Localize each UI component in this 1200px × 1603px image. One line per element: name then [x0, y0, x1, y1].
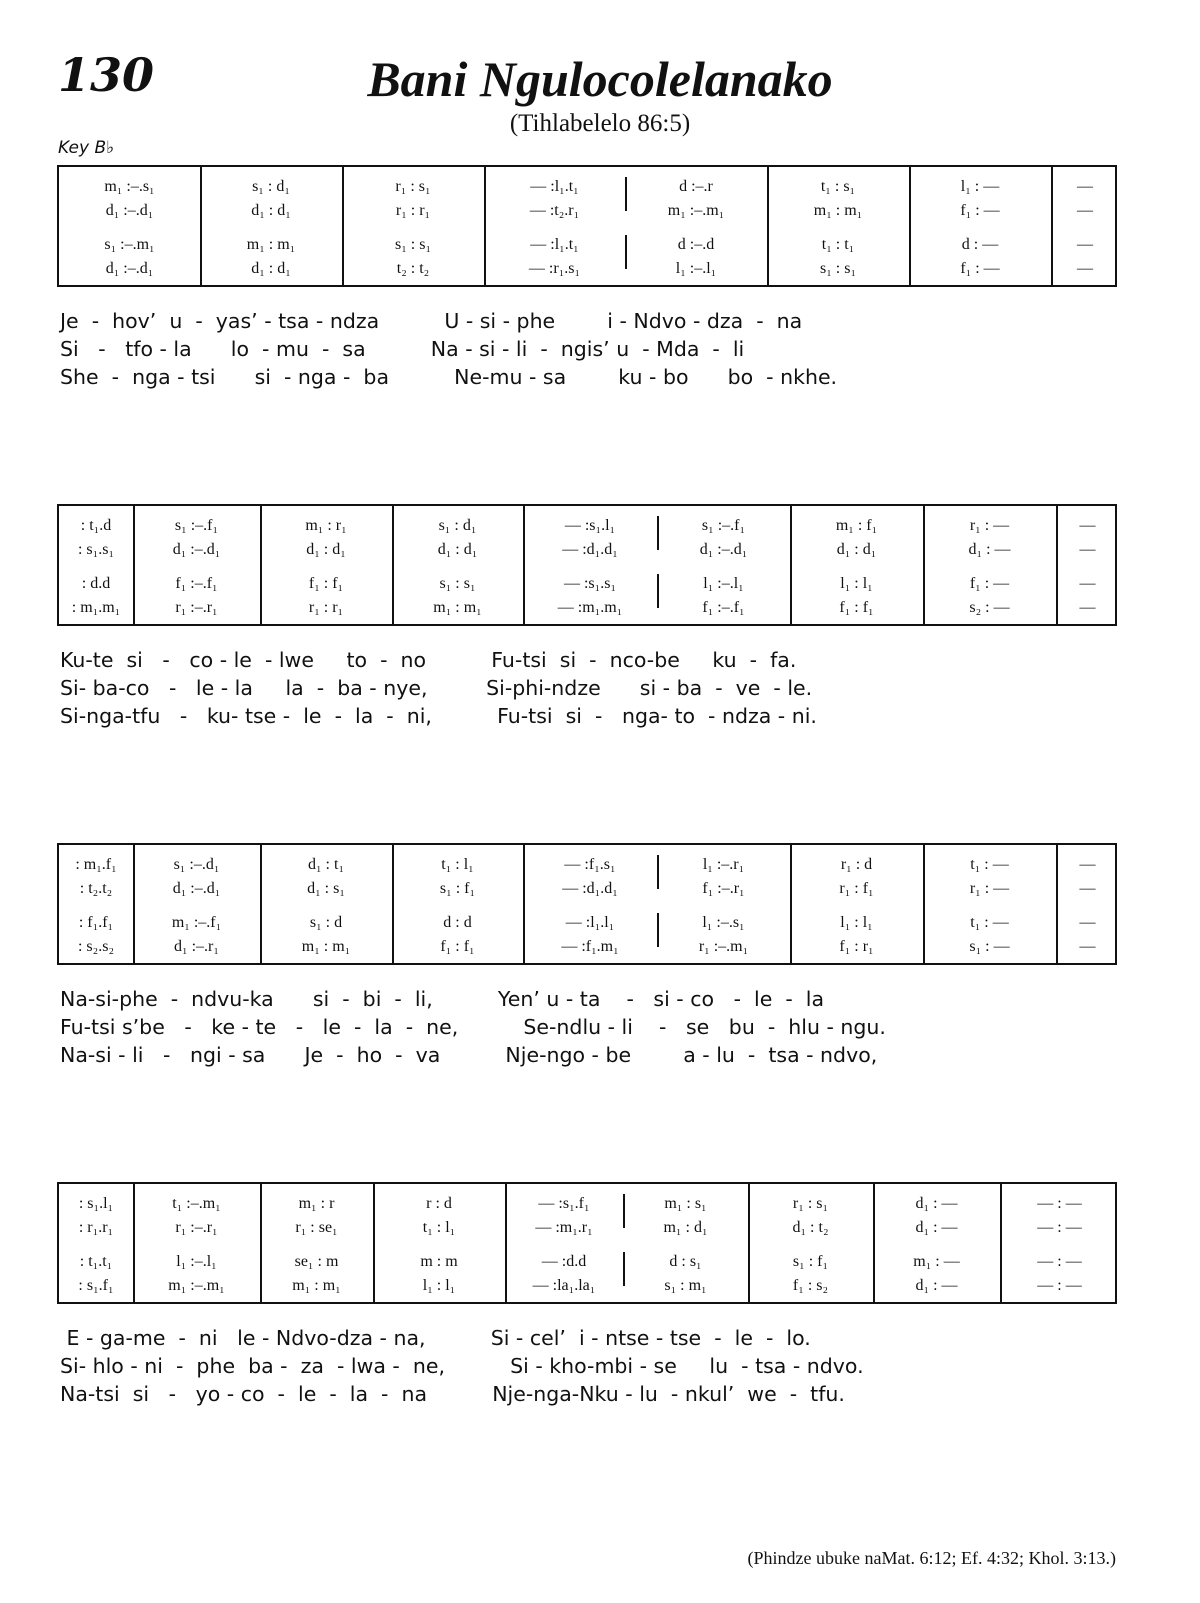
solfa-measure: d₁ : d₁ [251, 202, 291, 219]
lyric-line: Si- ba-co - le - la la - ba - nye, Si-phi-ndze si - ba - ve - le. [60, 676, 813, 700]
solfa-measure: m₁ : m₁ [301, 938, 351, 955]
solfa-measure: l₁ :–.l₁ [703, 575, 744, 592]
solfa-measure: d₁ : — [915, 1195, 958, 1212]
solfa-measure: : r₁.r₁ [78, 1219, 114, 1236]
solfa-measure: d₁ : d₁ [251, 260, 291, 277]
lyrics-block [60, 646, 1160, 730]
solfa-measure: — :s₁.s₁ [563, 575, 617, 592]
key-signature: Key B♭ [58, 138, 115, 158]
solfa-measure: m₁ : — [913, 1253, 960, 1270]
solfa-measure: r₁ : s₁ [395, 178, 431, 195]
solfa-measure: f₁ : f₁ [440, 938, 475, 955]
solfa-measure: — :s₁.l₁ [564, 517, 616, 534]
solfa-measure: s₁ :–.f₁ [174, 517, 219, 534]
solfa-measure: — :l₁.t₁ [530, 178, 579, 195]
solfa-measure: f₁ : — [969, 575, 1010, 592]
tonic-solfa-system [57, 165, 1117, 287]
solfa-measure: l₁ : l₁ [840, 914, 873, 931]
solfa-measure: — [1079, 914, 1096, 931]
solfa-measure: f₁ : s₂ [792, 1277, 829, 1294]
lyric-line: E - ga-me - ni le - Ndvo-dza - na, Si - cel’ i - ntse - tse - le - lo. [60, 1326, 811, 1350]
solfa-measure: : d.d [81, 575, 111, 592]
hymn-title: Bani Ngulocolelanako [367, 51, 833, 107]
solfa-measure: r₁ :–.r₁ [175, 1219, 218, 1236]
solfa-measure: r₁ : r₁ [308, 599, 344, 616]
lyric-line: Na-si - li - ngi - sa Je - ho - va Nje-ngo - be a - lu - tsa - ndvo, [60, 1043, 878, 1067]
solfa-measure: se₁ : m [294, 1253, 339, 1270]
solfa-measure: d₁ : d₁ [437, 541, 478, 558]
solfa-measure: m₁ : m₁ [813, 202, 863, 219]
lyric-line: Fu-tsi s’be - ke - te - le - la - ne, Se-ndlu - li - se bu - hlu - ngu. [60, 1015, 886, 1039]
solfa-measure: d₁ :–.d₁ [172, 541, 221, 558]
solfa-measure: s₁ : d₁ [252, 178, 290, 195]
solfa-measure: s₁ : d [309, 914, 343, 931]
solfa-measure: l₁ : l₁ [840, 575, 873, 592]
solfa-measure: — [1077, 260, 1093, 277]
solfa-measure: d₁ :–.d₁ [105, 202, 154, 219]
solfa-measure: s₁ : s₁ [439, 575, 476, 592]
scripture-reference: (Tihlabelelo 86:5) [509, 110, 691, 137]
solfa-measure: t₂ : t₂ [396, 260, 430, 277]
solfa-measure: — :f₁.m₁ [561, 938, 619, 955]
solfa-measure: s₁ : — [969, 938, 1010, 955]
solfa-measure: — :d₁.d₁ [562, 880, 618, 897]
solfa-measure: r₁ :–.r₁ [175, 599, 218, 616]
solfa-measure: s₂ : — [969, 599, 1010, 616]
solfa-measure: m₁ : m₁ [292, 1277, 341, 1294]
solfa-measure: s₁ : s₁ [819, 260, 857, 277]
solfa-measure: r₁ : f₁ [839, 880, 874, 897]
lyric-line: Si - tfo - la lo - mu - sa Na - si - li - ngis’ u - Mda - li [60, 337, 745, 361]
solfa-measure: m₁ : m₁ [246, 236, 296, 253]
solfa-measure: r₁ : — [969, 517, 1010, 534]
solfa-measure: m₁ :–.m₁ [667, 202, 725, 219]
solfa-measure: m₁ :–.f₁ [171, 914, 222, 931]
solfa-measure: r₁ : s₁ [792, 1195, 829, 1212]
solfa-measure: : s₁.f₁ [78, 1277, 114, 1294]
solfa-measure: — :l₁.t₁ [530, 236, 579, 253]
solfa-measure: — : — [1037, 1219, 1082, 1236]
solfa-measure: : t₁.t₁ [79, 1253, 113, 1270]
solfa-measure: d₁ : t₂ [792, 1219, 829, 1236]
solfa-measure: — : — [1037, 1195, 1082, 1212]
solfa-measure: — [1079, 541, 1096, 558]
lyric-line: Na-si-phe - ndvu-ka si - bi - li, Yen’ u - ta - si - co - le - la [60, 987, 825, 1011]
solfa-measure: : t₁.d [80, 517, 112, 534]
solfa-measure: f₁ : r₁ [839, 938, 874, 955]
solfa-measure: — :s₁.f₁ [538, 1195, 590, 1212]
solfa-measure: d₁ :–.d₁ [699, 541, 748, 558]
solfa-measure: — [1079, 575, 1096, 592]
lyric-line: She - nga - tsi si - nga - ba Ne-mu - sa ku - bo bo - nkhe. [60, 365, 838, 389]
solfa-measure: r₁ :–.m₁ [698, 938, 749, 955]
solfa-measure: s₁ : f₁ [439, 880, 476, 897]
lyric-line: Na-tsi si - yo - co - le - la - na Nje-nga-Nku - lu - nkul’ we - tfu. [60, 1382, 845, 1406]
solfa-measure: s₁ : m₁ [664, 1277, 707, 1294]
lyric-line: Ku-te si - co - le - lwe to - no Fu-tsi si - nco-be ku - fa. [60, 648, 797, 672]
tonic-solfa-system [57, 1182, 1117, 1304]
solfa-measure: m₁ :–.m₁ [168, 1277, 225, 1294]
solfa-measure: l₁ : — [960, 178, 1000, 195]
lyrics-block [60, 985, 1160, 1069]
solfa-measure: d₁ : — [915, 1277, 958, 1294]
solfa-measure: d :–.d [677, 236, 715, 253]
solfa-measure: : s₁.s₁ [77, 541, 115, 558]
solfa-measure: — [1077, 202, 1093, 219]
solfa-measure: r₁ : — [969, 880, 1010, 897]
solfa-measure: s₁ : f₁ [792, 1253, 829, 1270]
tonic-solfa-system [57, 504, 1117, 626]
solfa-measure: f₁ : — [960, 202, 1000, 219]
solfa-measure: — [1079, 599, 1096, 616]
solfa-measure: m₁ : m₁ [433, 599, 482, 616]
solfa-measure: : f₁.f₁ [78, 914, 114, 931]
lyric-line: Si-nga-tfu - ku- tse - le - la - ni, Fu-tsi si - nga- to - ndza - ni. [60, 704, 817, 728]
solfa-measure: f₁ :–.f₁ [175, 575, 218, 592]
solfa-measure: l₁ : l₁ [422, 1277, 456, 1294]
solfa-measure: d₁ : d₁ [306, 541, 346, 558]
solfa-measure: m₁ : s₁ [664, 1195, 707, 1212]
solfa-measure: d₁ : s₁ [307, 880, 345, 897]
tonic-solfa-system [57, 843, 1117, 965]
solfa-measure: d₁ : d₁ [836, 541, 877, 558]
solfa-measure: m₁ : d₁ [663, 1219, 708, 1236]
solfa-measure: — :m₁.r₁ [535, 1219, 593, 1236]
solfa-measure: f₁ :–.r₁ [702, 880, 745, 897]
solfa-measure: — : — [1037, 1253, 1082, 1270]
solfa-measure: — :l₁.l₁ [565, 914, 615, 931]
solfa-measure: t₁ :–.m₁ [172, 1195, 221, 1212]
solfa-measure: f₁ :–.f₁ [702, 599, 745, 616]
solfa-measure: d :–.r [679, 178, 713, 195]
solfa-measure: — : — [1037, 1277, 1082, 1294]
solfa-measure: — [1079, 517, 1096, 534]
solfa-measure: — [1079, 938, 1096, 955]
solfa-measure: s₁ :–.f₁ [701, 517, 746, 534]
solfa-measure: r : d [426, 1195, 452, 1212]
solfa-measure: m₁ : f₁ [835, 517, 878, 534]
solfa-measure: — :la₁.la₁ [532, 1277, 596, 1294]
solfa-measure: : m₁.m₁ [71, 599, 121, 616]
solfa-measure: d₁ :–.d₁ [105, 260, 154, 277]
solfa-measure: l₁ :–.r₁ [702, 856, 745, 873]
solfa-measure: t₁ : s₁ [820, 178, 856, 195]
solfa-measure: f₁ : f₁ [839, 599, 874, 616]
solfa-measure: m₁ : r₁ [305, 517, 347, 534]
solfa-measure: t₁ : — [970, 856, 1009, 873]
solfa-measure: : s₂.s₂ [77, 938, 115, 955]
solfa-measure: — :d.d [541, 1253, 587, 1270]
solfa-measure: m₁ :–.s₁ [104, 178, 155, 195]
solfa-measure: m : m [420, 1253, 458, 1270]
lyric-line: Je - hov’ u - yas’ - tsa - ndza U - si - phe i - Ndvo - dza - na [60, 309, 803, 333]
solfa-measure: — [1077, 236, 1093, 253]
solfa-measure: d₁ :–.d₁ [172, 880, 221, 897]
solfa-measure: d₁ : t₁ [307, 856, 345, 873]
solfa-measure: r₁ : r₁ [395, 202, 431, 219]
lyric-line: Si- hlo - ni - phe ba - za - lwa - ne, Si - kho-mbi - se lu - tsa - ndvo. [60, 1354, 864, 1378]
solfa-measure: : s₁.l₁ [78, 1195, 114, 1212]
solfa-measure: l₁ :–.s₁ [702, 914, 745, 931]
solfa-measure: l₁ :–.l₁ [675, 260, 717, 277]
solfa-measure: — [1079, 880, 1096, 897]
lyrics-block [60, 1324, 1160, 1408]
solfa-measure: — [1077, 178, 1093, 195]
solfa-measure: r₁ : d [840, 856, 873, 873]
solfa-measure: : m₁.f₁ [75, 856, 117, 873]
solfa-measure: s₁ :–.m₁ [104, 236, 155, 253]
solfa-measure: d : s₁ [669, 1253, 702, 1270]
solfa-measure: s₁ :–.d₁ [173, 856, 220, 873]
solfa-measure: — :t₂.r₁ [529, 202, 580, 219]
solfa-measure: s₁ : s₁ [394, 236, 432, 253]
solfa-measure: r₁ : se₁ [295, 1219, 338, 1236]
solfa-measure: t₁ : — [970, 914, 1009, 931]
solfa-measure: d : d [443, 914, 472, 931]
solfa-measure: — :f₁.s₁ [564, 856, 616, 873]
solfa-measure: d₁ : — [915, 1219, 958, 1236]
solfa-measure: — :d₁.d₁ [562, 541, 618, 558]
solfa-measure: f₁ : — [960, 260, 1000, 277]
hymn-number: 130 [58, 48, 155, 102]
solfa-measure: d₁ : — [968, 541, 1011, 558]
lyrics-block [60, 307, 1160, 391]
solfa-measure: t₁ : t₁ [821, 236, 855, 253]
solfa-measure: d₁ :–.r₁ [174, 938, 219, 955]
solfa-measure: t₁ : l₁ [441, 856, 474, 873]
solfa-measure: m₁ : r [298, 1195, 335, 1212]
solfa-measure: t₁ : l₁ [422, 1219, 456, 1236]
solfa-measure: — :r₁.s₁ [528, 260, 581, 277]
footnote: (Phindze ubuke naMat. 6:12; Ef. 4:32; Khol. 3:13.) [747, 1548, 1116, 1568]
solfa-measure: d : — [961, 236, 999, 253]
solfa-measure: f₁ : f₁ [308, 575, 344, 592]
solfa-measure: s₁ : d₁ [438, 517, 477, 534]
solfa-measure: — [1079, 856, 1096, 873]
solfa-measure: — :m₁.m₁ [557, 599, 623, 616]
solfa-measure: : t₂.t₂ [79, 880, 113, 897]
solfa-measure: l₁ :–.l₁ [176, 1253, 217, 1270]
